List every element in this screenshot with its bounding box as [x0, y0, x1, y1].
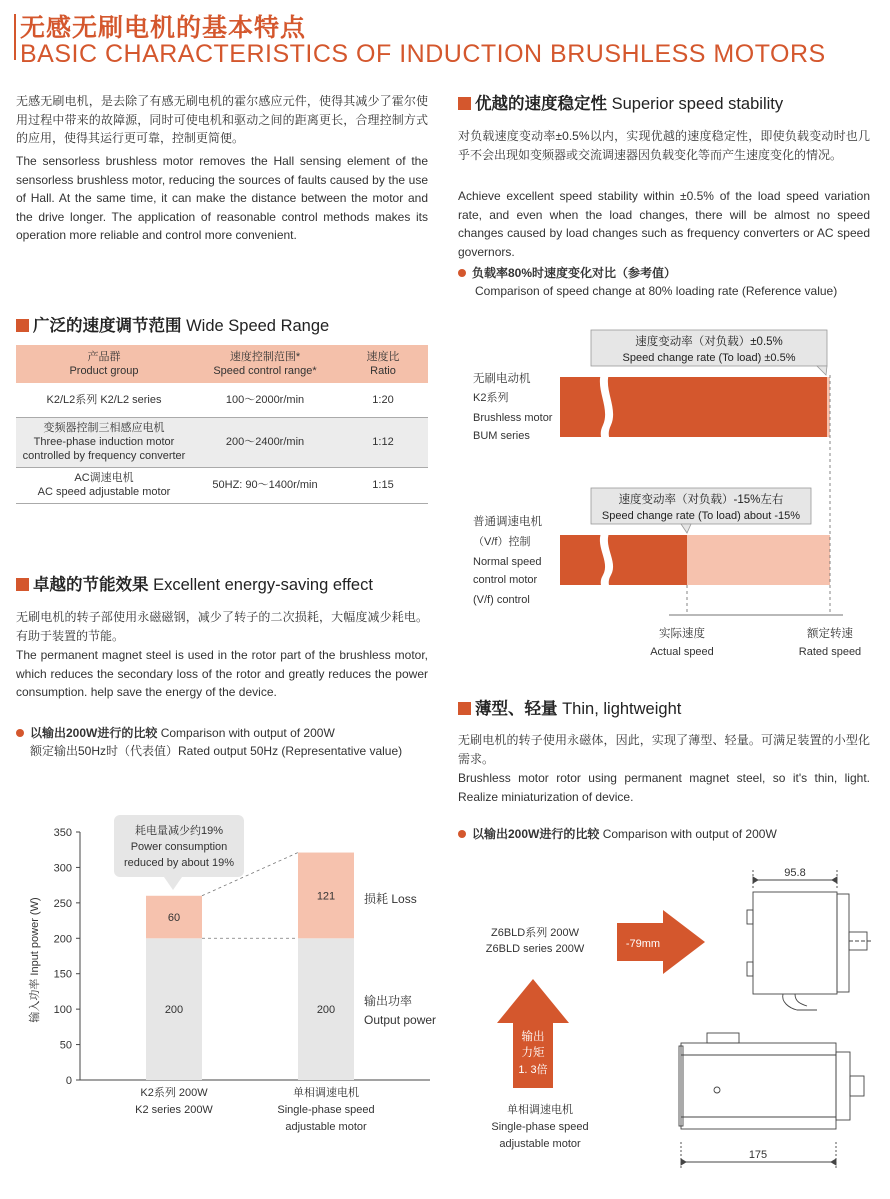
svg-text:力矩: 力矩 — [521, 1047, 545, 1059]
section-energy-saving: 卓越的节能效果 Excellent energy-saving effect — [16, 571, 373, 595]
brushless-motor-drawing — [747, 870, 871, 1010]
square-bullet-icon — [16, 319, 29, 332]
dimension-single-phase: 175 — [748, 1149, 768, 1161]
svg-text:K2系列: K2系列 — [473, 392, 509, 404]
section-wide-speed-range: 广泛的速度调节范围 Wide Speed Range — [16, 312, 329, 336]
svg-text:Z6BLD series 200W: Z6BLD series 200W — [485, 943, 585, 955]
y-tick-label: 250 — [53, 897, 72, 910]
dot-bullet-icon — [458, 269, 466, 277]
category-single-phase-en: Single-phase speed — [277, 1104, 375, 1116]
stability-cn: 对负载速度变动率±0.5%以内，实现优越的速度稳定性，即使负载变动时也几乎不会出现如变频器或交流调速器因负载变化等而产生速度变化的情况。 — [458, 129, 870, 162]
svg-text:实际速度: 实际速度 — [659, 628, 705, 640]
table-row: 变频器控制三相感应电机 Three-phase induction motor controlled by frequency converter 200～2400r/min 1:12 — [16, 417, 428, 467]
bar-normal-actual — [560, 535, 687, 585]
svg-text:Actual speed: Actual speed — [650, 646, 714, 658]
legend-output-cn: 输出功率 — [364, 994, 413, 1008]
speed-range-table-wrap — [16, 345, 428, 504]
square-bullet-icon — [16, 578, 29, 591]
svg-text:Speed change rate (To load) ±0: Speed change rate (To load) ±0.5% — [622, 352, 796, 364]
category-single-phase-en2: adjustable motor — [285, 1121, 367, 1133]
header-speed-control-range: 速度控制范围* Speed control range* — [192, 345, 338, 383]
square-bullet-icon — [458, 97, 471, 110]
intro-en: The sensorless brushless motor removes the Hall sensing element of the sensorless brushless motor, reducing the sources of faults caused by the use of Hall. At the same time, it can make the distance between the motor and the drive longer. The application of reasonable control methods makes its operation more reliable and control more convenient. — [16, 154, 428, 242]
size-comparison-diagram — [445, 850, 890, 1195]
svg-text:单相调速电机: 单相调速电机 — [507, 1104, 573, 1116]
page-title-en: BASIC CHARACTERISTICS OF INDUCTION BRUSHLESS MOTORS — [20, 40, 826, 68]
svg-text:-79mm: -79mm — [625, 938, 661, 950]
y-tick-label: 50 — [59, 1039, 72, 1052]
svg-text:速度变动率（对负载）±0.5%: 速度变动率（对负载）±0.5% — [635, 336, 783, 348]
energy-en: The permanent magnet steel is used in the rotor part of the brushless motor, which reduces the secondary loss of the rotor and greatly reduces the power consumption. help save the energy of the device. — [16, 648, 428, 699]
svg-text:Single-phase speed: Single-phase speed — [491, 1121, 589, 1133]
section-speed-stability: 优越的速度稳定性 Superior speed stability — [458, 90, 783, 114]
square-bullet-icon — [458, 702, 471, 715]
y-tick-label: 350 — [53, 827, 72, 839]
y-tick-label: 200 — [53, 933, 72, 946]
category-single-phase-cn: 单相调速电机 — [293, 1087, 359, 1099]
bar-normal-gap — [687, 535, 830, 585]
bar-value-label: 200 — [164, 1004, 184, 1017]
svg-text:BUM series: BUM series — [473, 430, 530, 442]
svg-text:Normal speed: Normal speed — [473, 556, 542, 568]
legend-loss: 损耗 Loss — [364, 892, 417, 906]
chart-bars — [146, 853, 354, 1080]
chart-callout — [114, 815, 244, 890]
speed-change-diagram — [445, 325, 890, 665]
single-phase-motor-drawing — [679, 1033, 864, 1168]
table-row: AC调速电机 AC speed adjustable motor 50HZ: 90～1400r/min 1:15 — [16, 467, 428, 503]
svg-text:Rated speed: Rated speed — [798, 646, 862, 658]
table-header-row — [16, 345, 428, 383]
energy-sub-heading: 以输出200W进行的比较 Comparison with output of 200W — [16, 724, 335, 741]
header-product-group: 产品群 Product group — [16, 345, 192, 383]
y-tick-label: 150 — [53, 968, 72, 981]
svg-text:control motor: control motor — [473, 574, 538, 586]
thin-sub-heading: 以输出200W进行的比较 Comparison with output of 200W — [458, 825, 777, 842]
input-power-chart — [0, 800, 445, 1145]
svg-text:速度变动率（对负载）-15%左右: 速度变动率（对负载）-15%左右 — [618, 494, 784, 506]
chart-ylabel: 输入功率 Input power (W) — [29, 897, 41, 1023]
section-thin-lightweight: 薄型、轻量 Thin, lightweight — [458, 695, 681, 719]
stability-en: Achieve excellent speed stability within ±0.5% of the load speed variation rate, and even when the load changes, there will be almost no speed changes caused by load changes such as frequency converters or AC speed governors. — [458, 189, 870, 259]
dot-bullet-icon — [458, 830, 466, 838]
stability-sub-en: Comparison of speed change at 80% loading rate (Reference value) — [475, 284, 838, 298]
energy-cn: 无刷电机的转子部使用永磁磁钢，减少了转子的二次损耗，大幅度减少耗电。有助于装置的节能。 — [16, 610, 428, 643]
header-accent-bar — [14, 14, 16, 60]
svg-text:Power consumption: Power consumption — [130, 841, 228, 853]
callout-brushless — [591, 330, 827, 375]
speed-range-table — [16, 345, 428, 504]
intro-cn: 无感无刷电机，是去除了有感无刷电机的霍尔感应元件，使得其减少了霍尔使用过程中带来的故障源，同时可使电机和驱动之间的距离更长，合理控制方式的应用，使得其运行更可靠，控制更简便。 — [16, 94, 428, 145]
energy-sub-note: 额定输出50Hz时（代表值）Rated output 50Hz (Representative value) — [30, 744, 403, 758]
svg-text:Z6BLD系列 200W: Z6BLD系列 200W — [490, 927, 580, 939]
category-k2-cn: K2系列 200W — [140, 1087, 208, 1099]
bar-value-label: 121 — [316, 890, 336, 903]
svg-text:额定转速: 额定转速 — [807, 628, 853, 640]
svg-text:耗电量减少约19%: 耗电量减少约19% — [134, 825, 224, 837]
thin-cn: 无刷电机的转子使用永磁体，因此，实现了薄型、轻量。可满足装置的小型化需求。 — [458, 733, 870, 766]
bar-value-label: 200 — [316, 1004, 336, 1017]
callout-normal — [591, 488, 811, 533]
svg-text:1. 3倍: 1. 3倍 — [518, 1064, 548, 1076]
thin-en: Brushless motor rotor using permanent magnet steel, so it's thin, light. Realize miniaturization of device. — [458, 771, 870, 804]
y-tick-label: 100 — [53, 1004, 72, 1017]
svg-text:无刷电动机: 无刷电动机 — [473, 373, 531, 385]
bar-brushless-gap — [827, 377, 830, 437]
svg-text:Brushless motor: Brushless motor — [473, 412, 553, 424]
bar-value-label: 60 — [167, 912, 181, 925]
header-ratio: 速度比 Ratio — [338, 345, 428, 383]
svg-text:adjustable motor: adjustable motor — [499, 1138, 581, 1150]
table-row: K2/L2系列 K2/L2 series 100～2000r/min 1:20 — [16, 383, 428, 417]
bar-brushless-actual — [560, 377, 827, 437]
svg-text:reduced by about 19%: reduced by about 19% — [123, 857, 235, 869]
y-tick-label: 300 — [53, 862, 72, 875]
dimension-thin: 95.8 — [784, 867, 806, 879]
stability-sub-heading: 负载率80%时速度变化对比（参考值） — [458, 264, 676, 281]
svg-text:普通调速电机: 普通调速电机 — [473, 516, 542, 528]
svg-text:(V/f) control: (V/f) control — [473, 594, 530, 606]
svg-text:Speed change rate (To load) ab: Speed change rate (To load) about -15% — [601, 510, 801, 522]
legend-output-en: Output power — [364, 1013, 437, 1027]
page-title-cn: 无感无刷电机的基本特点 — [20, 14, 307, 42]
dot-bullet-icon — [16, 729, 24, 737]
svg-text:输出: 输出 — [521, 1031, 545, 1043]
svg-text:（V/f）控制: （V/f）控制 — [473, 536, 531, 548]
category-k2-en: K2 series 200W — [135, 1104, 213, 1116]
y-tick-label: 0 — [65, 1075, 72, 1087]
